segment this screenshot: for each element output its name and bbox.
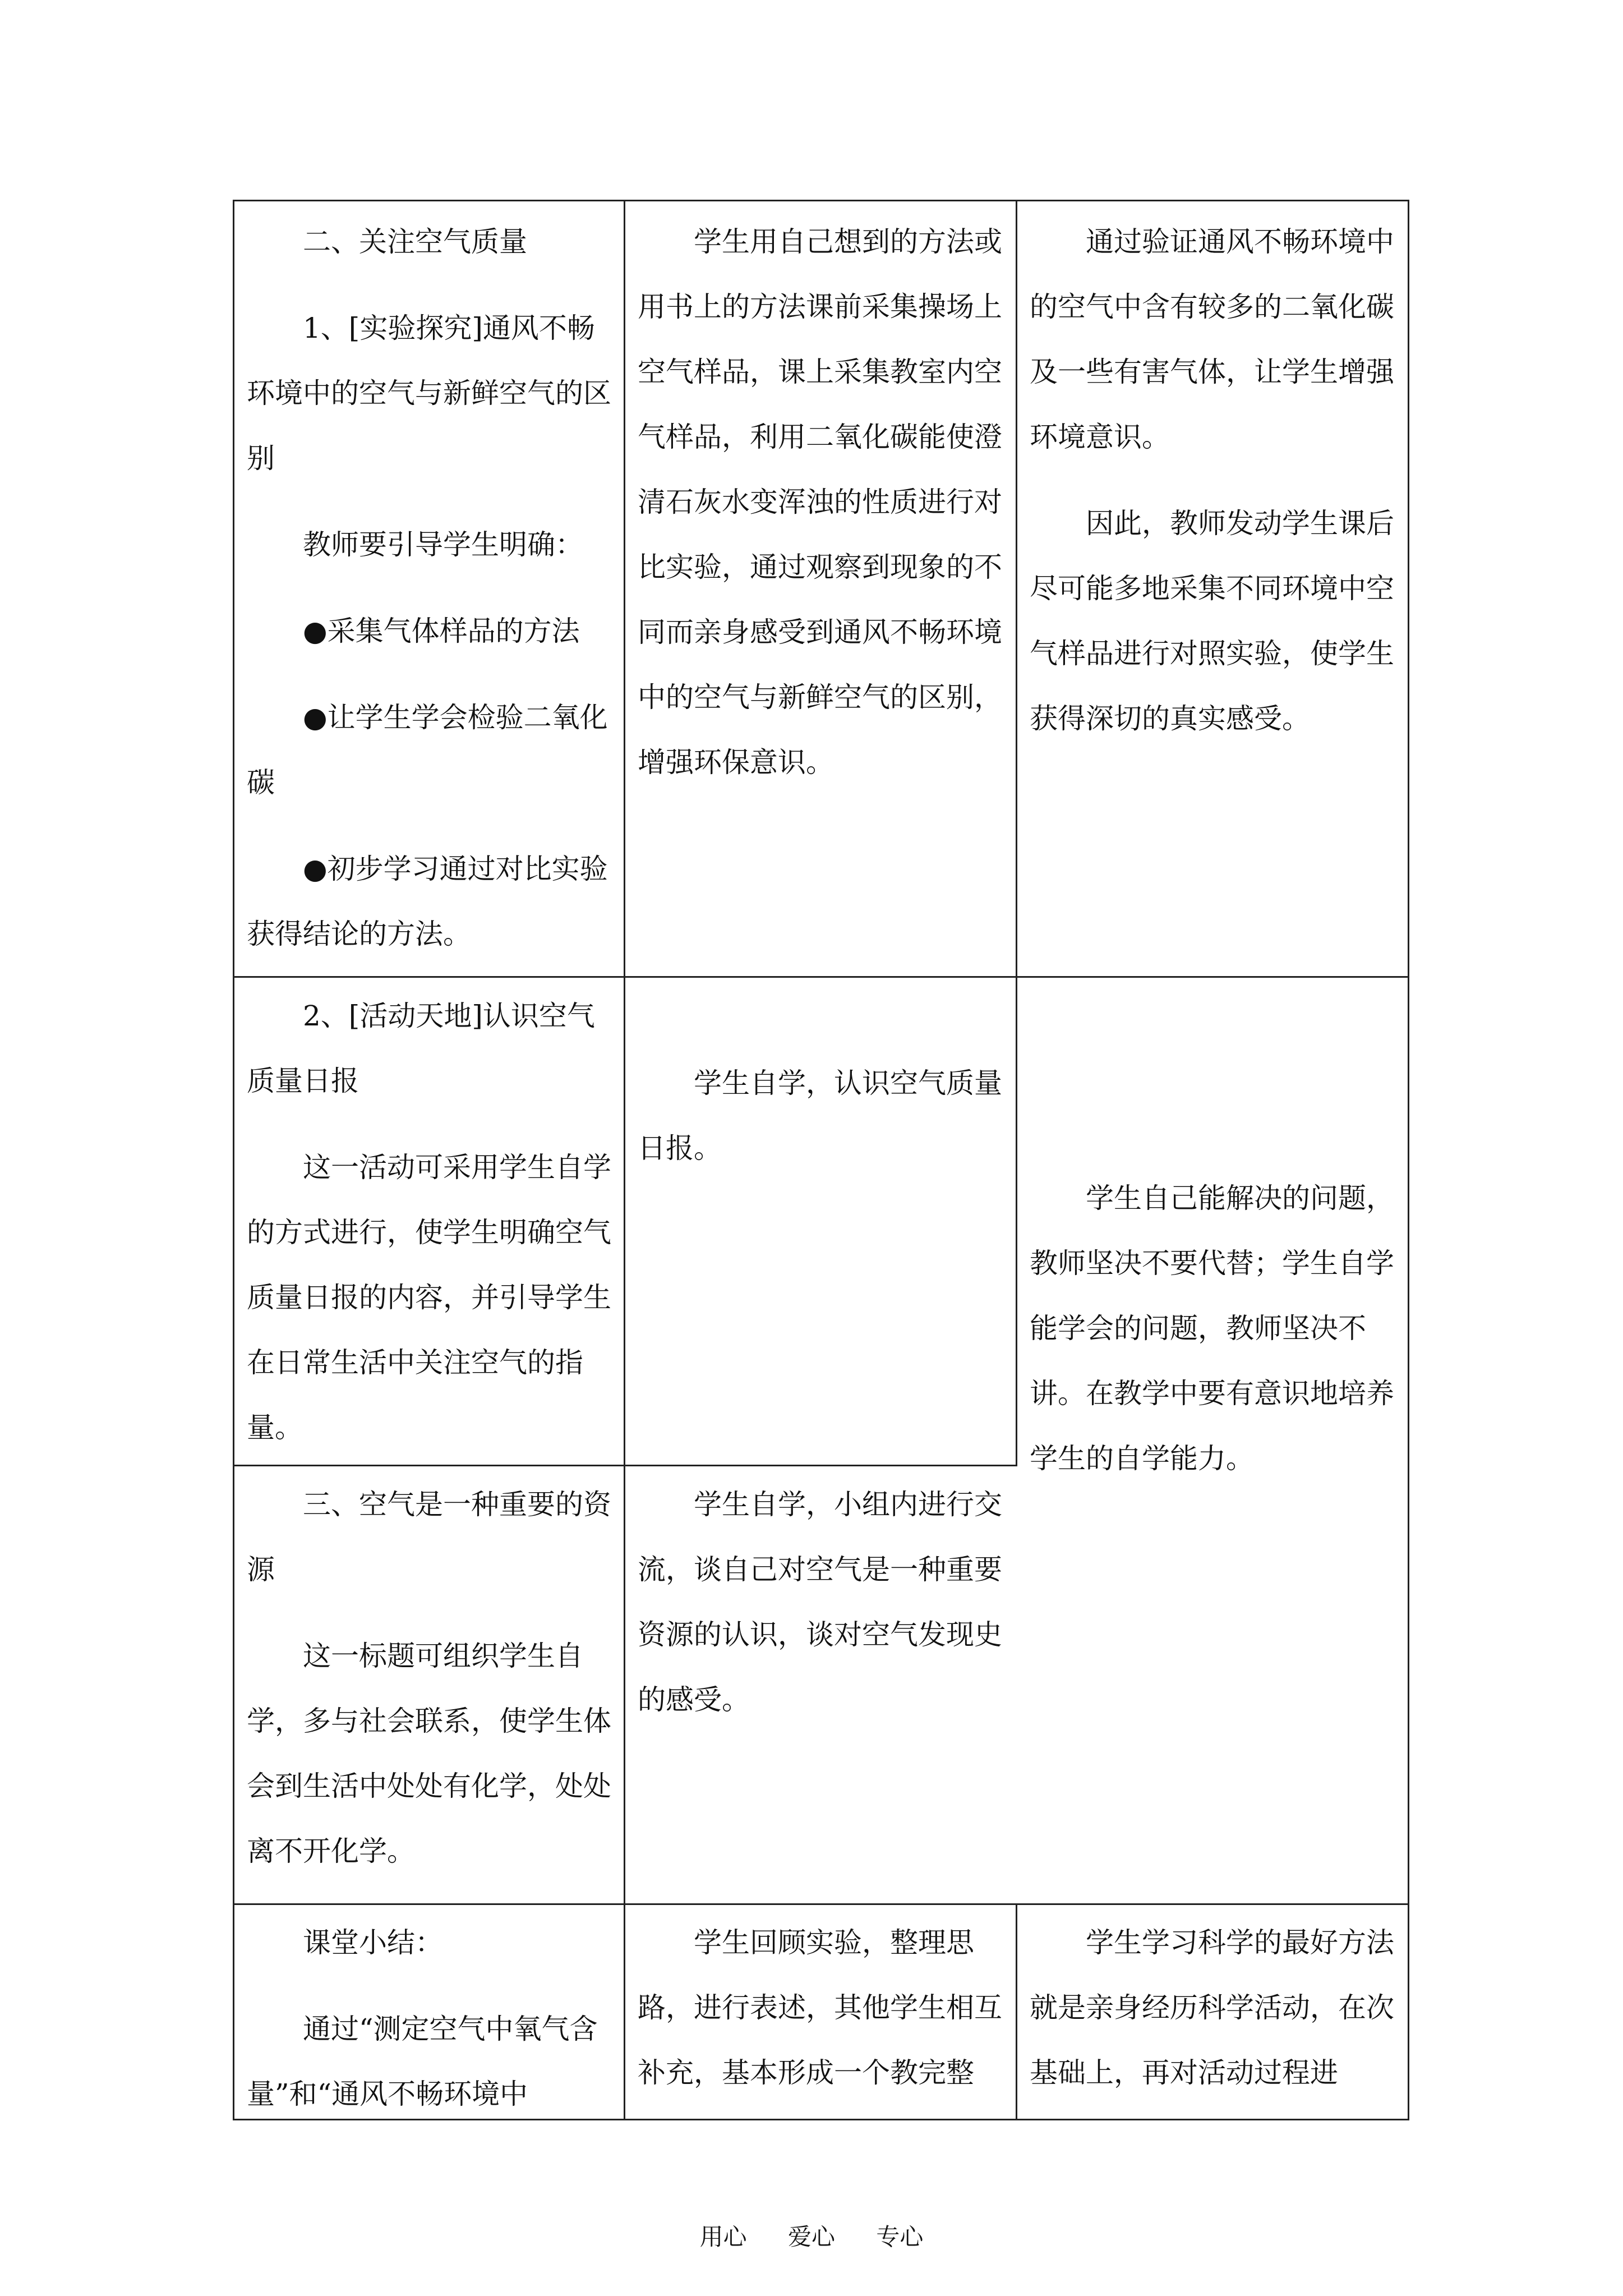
design-intent: 学生学习科学的最好方法就是亲身经历科学活动，在次基础上，再对活动过程进 — [1030, 1926, 1394, 2089]
section-desc: 这一标题可组织学生自学，多与社会联系，使学生体会到生活中处处有化学，处处离不开化学。 — [247, 1640, 611, 1867]
row2-3-col3 — [1017, 1166, 1408, 1903]
design-intent: 学生自己能解决的问题，教师坚决不要代替；学生自学能学会的问题，教师坚决不讲。在教学中要有意识地培养学生的自学能力。 — [1030, 1182, 1394, 1475]
summary-heading: 课堂小结： — [303, 1926, 443, 1959]
row4-col3 — [1017, 1910, 1408, 2119]
experiment-title: 1、[实验探究]通风不畅环境中的空气与新鲜空气的区别 — [247, 312, 611, 475]
teacher-guide: 教师要引导学生明确： — [303, 528, 583, 561]
row2-col2 — [625, 1051, 1016, 1465]
student-activity: 学生自学，认识空气质量日报。 — [638, 1067, 1002, 1165]
row-divider — [234, 1465, 1017, 1466]
activity-title: 2、[活动天地]认识空气质量日报 — [247, 1000, 595, 1097]
student-activity: 学生自学，小组内进行交流，谈自己对空气是一种重要资源的认识，谈对空气发现史的感受。 — [638, 1488, 1002, 1716]
section-heading: 二、关注空气质量 — [303, 226, 527, 258]
student-activity: 学生用自己想到的方法或用书上的方法课前采集操场上空气样品，课上采集教室内空气样品，利用二氧化碳能使澄清石灰水变浑浊的性质进行对比实验，通过观察到现象的不同而亲身感受到通风不畅环境中的空气与新鲜空气的区别，增强环保意识。 — [638, 226, 1002, 779]
page-footer — [0, 2219, 1623, 2252]
summary-desc: 通过“测定空气中氧气含量”和“通风不畅环境中 — [247, 2013, 598, 2110]
footer-word: 用心 — [699, 2223, 747, 2251]
bullet-item: ●初步学习通过对比实验获得结论的方法。 — [247, 853, 608, 950]
row1-col1 — [234, 209, 624, 976]
section-heading: 三、空气是一种重要的资源 — [247, 1488, 611, 1586]
row1-col2 — [625, 209, 1016, 976]
row3-col1 — [234, 1472, 624, 1903]
row-divider — [234, 976, 1408, 978]
activity-desc: 这一活动可采用学生自学的方式进行，使学生明确空气质量日报的内容，并引导学生在日常生活中关注空气的指量。 — [247, 1151, 611, 1444]
row4-col2 — [625, 1910, 1016, 2119]
footer-word: 爱心 — [787, 2223, 835, 2251]
footer-word: 专心 — [876, 2223, 924, 2251]
bullet-item: ●让学生学会检验二氧化碳 — [247, 701, 608, 799]
row-divider — [234, 1903, 1408, 1905]
lesson-table — [233, 200, 1409, 2120]
student-activity: 学生回顾实验，整理思路，进行表述，其他学生相互补充，基本形成一个教完整 — [638, 1926, 1002, 2089]
row1-col3 — [1017, 209, 1408, 976]
row3-col2 — [625, 1472, 1016, 1903]
bullet-item: ●采集气体样品的方法 — [303, 615, 580, 647]
design-intent: 因此，教师发动学生课后尽可能多地采集不同环境中空气样品进行对照实验，使学生获得深切的真实感受。 — [1030, 507, 1394, 735]
row4-col1 — [234, 1910, 624, 2119]
design-intent: 通过验证通风不畅环境中的空气中含有较多的二氧化碳及一些有害气体，让学生增强环境意识。 — [1030, 226, 1394, 453]
row2-col1 — [234, 983, 624, 1465]
